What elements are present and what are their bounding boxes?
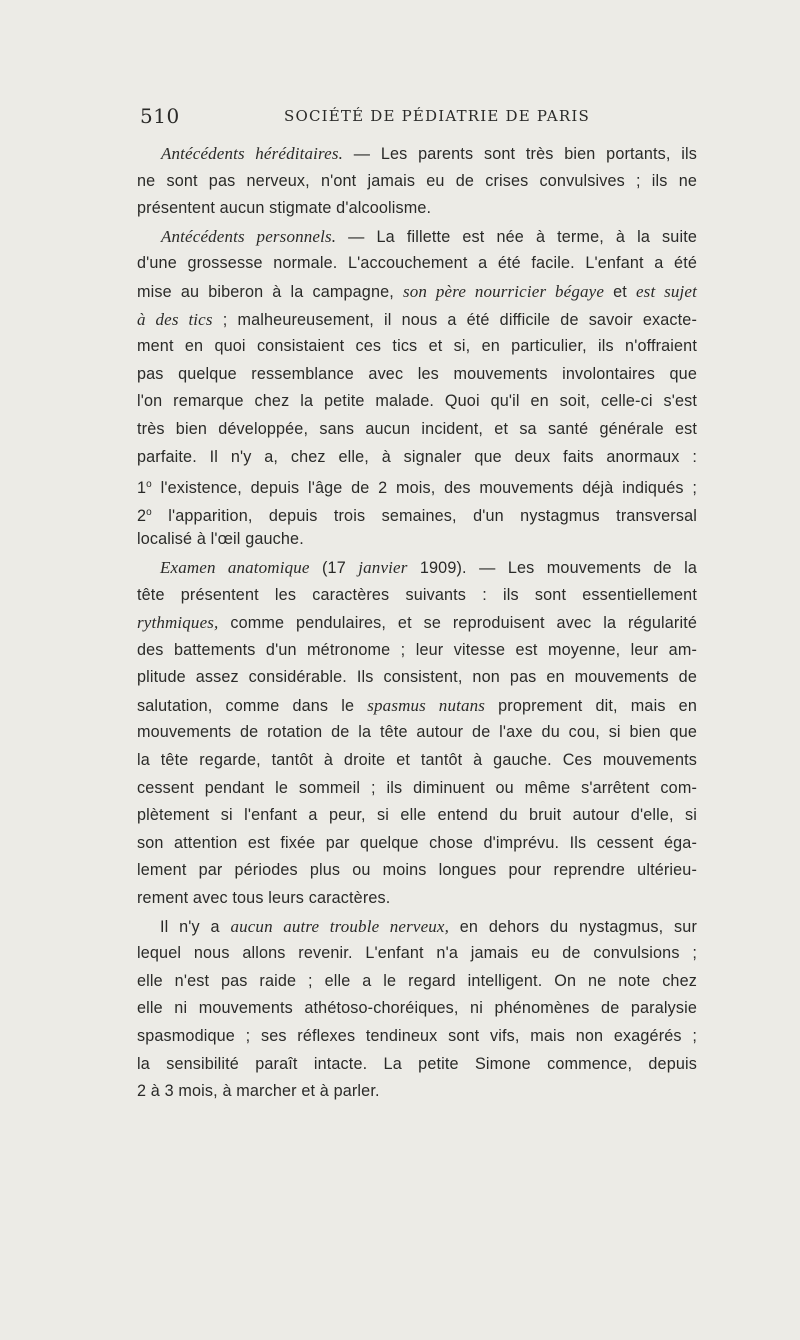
- text-line: [137, 692, 697, 720]
- text-line: [137, 471, 697, 499]
- text-line: [137, 416, 697, 444]
- text-line: [137, 250, 697, 278]
- body-text: [137, 140, 697, 1106]
- text-run: présentent aucun stigmate d'alcoolisme.: [137, 199, 432, 218]
- text-run: 1: [137, 479, 147, 498]
- running-head: SOCIÉTÉ DE PÉDIATRIE DE PARIS: [284, 107, 590, 125]
- italic-run: Examen anatomique: [160, 557, 310, 577]
- text-line: [137, 802, 697, 830]
- text-line: [137, 747, 697, 775]
- text-line: [137, 968, 697, 996]
- text-run: tête présentent les caractères suivants : ils sont essentiellement: [137, 585, 697, 604]
- text-line: [137, 857, 697, 885]
- text-line: [137, 140, 697, 168]
- text-run: (17: [309, 558, 359, 577]
- text-line: [137, 333, 697, 361]
- text-run: ne sont pas nerveux, n'ont jamais eu de crises convulsives ; ils ne: [137, 171, 697, 190]
- italic-run: Antécédents personnels.: [161, 226, 337, 246]
- italic-run: Antécédents héréditaires.: [161, 144, 344, 163]
- text-run: la tête regarde, tantôt à droite et tantôt à gauche. Ces mouvements: [137, 751, 697, 770]
- text-line: [137, 775, 697, 803]
- text-line: [137, 361, 697, 389]
- text-run: lequel nous allons revenir. L'enfant n'a jamais eu de convulsions ;: [137, 944, 697, 963]
- superscript: o: [146, 506, 152, 518]
- text-run: mouvements de rotation de la tête autour de l'axe du cou, si bien que: [137, 723, 697, 742]
- text-run: l'on remarque chez la petite malade. Quoi qu'il en soit, celle-ci s'est: [137, 392, 697, 411]
- text-run: et: [604, 282, 636, 301]
- text-line: [137, 499, 697, 527]
- text-run: localisé à l'œil gauche.: [137, 530, 304, 549]
- text-line: [137, 830, 697, 858]
- text-run: salutation, comme dans le: [137, 696, 368, 715]
- text-line: [137, 388, 697, 416]
- text-run: l'existence, depuis l'âge de 2 mois, des mouvements déjà indiqués ;: [151, 479, 697, 498]
- text-run: 2 à 3 mois, à marcher et à parler.: [137, 1082, 380, 1101]
- italic-run: aucun autre trouble nerveux,: [230, 916, 450, 936]
- text-run: — Les parents sont très bien portants, ils: [343, 145, 698, 163]
- text-run: 2: [137, 506, 147, 525]
- text-run: l'apparition, depuis trois semaines, d'un nystagmus transversal: [151, 506, 697, 525]
- italic-run: spasmus nutans: [367, 695, 486, 715]
- italic-run: janvier: [358, 557, 408, 577]
- text-run: d'une grossesse normale. L'accouchement a été facile. L'enfant a été: [137, 254, 697, 273]
- text-run: rement avec tous leurs caractères.: [137, 889, 391, 908]
- text-line: [137, 664, 697, 692]
- text-run: lement par périodes plus ou moins longues pour reprendre ultérieu-: [137, 861, 697, 880]
- italic-run: à des tics: [137, 309, 213, 329]
- text-line: [137, 223, 697, 251]
- text-run: plitude assez considérable. Ils consistent, non pas en mouvements de: [137, 668, 697, 687]
- text-run: ment en quoi consistaient ces tics et si, en particulier, ils n'offraient: [137, 337, 697, 356]
- page-number: 510: [140, 104, 180, 128]
- italic-run: est sujet: [635, 281, 697, 301]
- text-run: — La fillette est née à terme, à la suite: [336, 227, 697, 246]
- text-line: [137, 940, 697, 968]
- text-line: [137, 195, 697, 223]
- text-line: [137, 1023, 697, 1051]
- text-run: mise au biberon à la campagne,: [137, 282, 403, 301]
- italic-run: son père nourricier bégaye: [402, 281, 605, 301]
- text-run: très bien développée, sans aucun incident, et sa santé générale est: [137, 419, 697, 438]
- text-line: [137, 637, 697, 665]
- text-line: [137, 995, 697, 1023]
- text-line: [137, 1051, 697, 1079]
- text-run: 1909). — Les mouvements de la: [407, 558, 697, 577]
- page-header: [134, 104, 704, 128]
- text-run: cessent pendant le sommeil ; ils diminuent ou même s'arrêtent com-: [137, 778, 697, 797]
- text-line: [137, 1078, 697, 1106]
- text-line: [137, 554, 697, 582]
- text-line: [137, 526, 697, 554]
- text-run: spasmodique ; ses réflexes tendineux sont vifs, mais non exagérés ;: [137, 1027, 697, 1045]
- text-line: [137, 582, 697, 610]
- text-run: ; malheureusement, il nous a été difficile de savoir exacte-: [212, 310, 697, 329]
- text-line: [137, 719, 697, 747]
- text-run: plètement si l'enfant a peur, si elle entend du bruit autour d'elle, si: [137, 806, 697, 825]
- text-line: [137, 278, 697, 306]
- superscript: o: [146, 479, 152, 491]
- text-run: des battements d'un métronome ; leur vitesse est moyenne, leur am-: [137, 640, 697, 659]
- text-line: [137, 885, 697, 913]
- text-run: proprement dit, mais en: [485, 696, 697, 715]
- text-line: [137, 444, 697, 472]
- text-line: [137, 168, 697, 196]
- text-run: la sensibilité paraît intacte. La petite Simone commence, depuis: [137, 1054, 697, 1073]
- text-run: Il n'y a: [160, 917, 231, 936]
- text-run: son attention est fixée par quelque chose d'imprévu. Ils cessent éga-: [137, 833, 697, 852]
- italic-run: rythmiques,: [137, 613, 219, 633]
- text-run: pas quelque ressemblance avec les mouvements involontaires que: [137, 364, 697, 383]
- text-run: elle ni mouvements athétoso-choréiques, ni phénomènes de paralysie: [137, 999, 697, 1018]
- text-line: [137, 306, 697, 334]
- text-run: en dehors du nystagmus, sur: [449, 917, 697, 936]
- text-line: [137, 913, 697, 941]
- text-run: comme pendulaires, et se reproduisent avec la régularité: [218, 614, 697, 633]
- text-run: elle n'est pas raide ; elle a le regard intelligent. On ne note chez: [137, 971, 697, 990]
- text-line: [137, 609, 697, 637]
- text-run: parfaite. Il n'y a, chez elle, à signaler que deux faits anormaux :: [137, 447, 697, 466]
